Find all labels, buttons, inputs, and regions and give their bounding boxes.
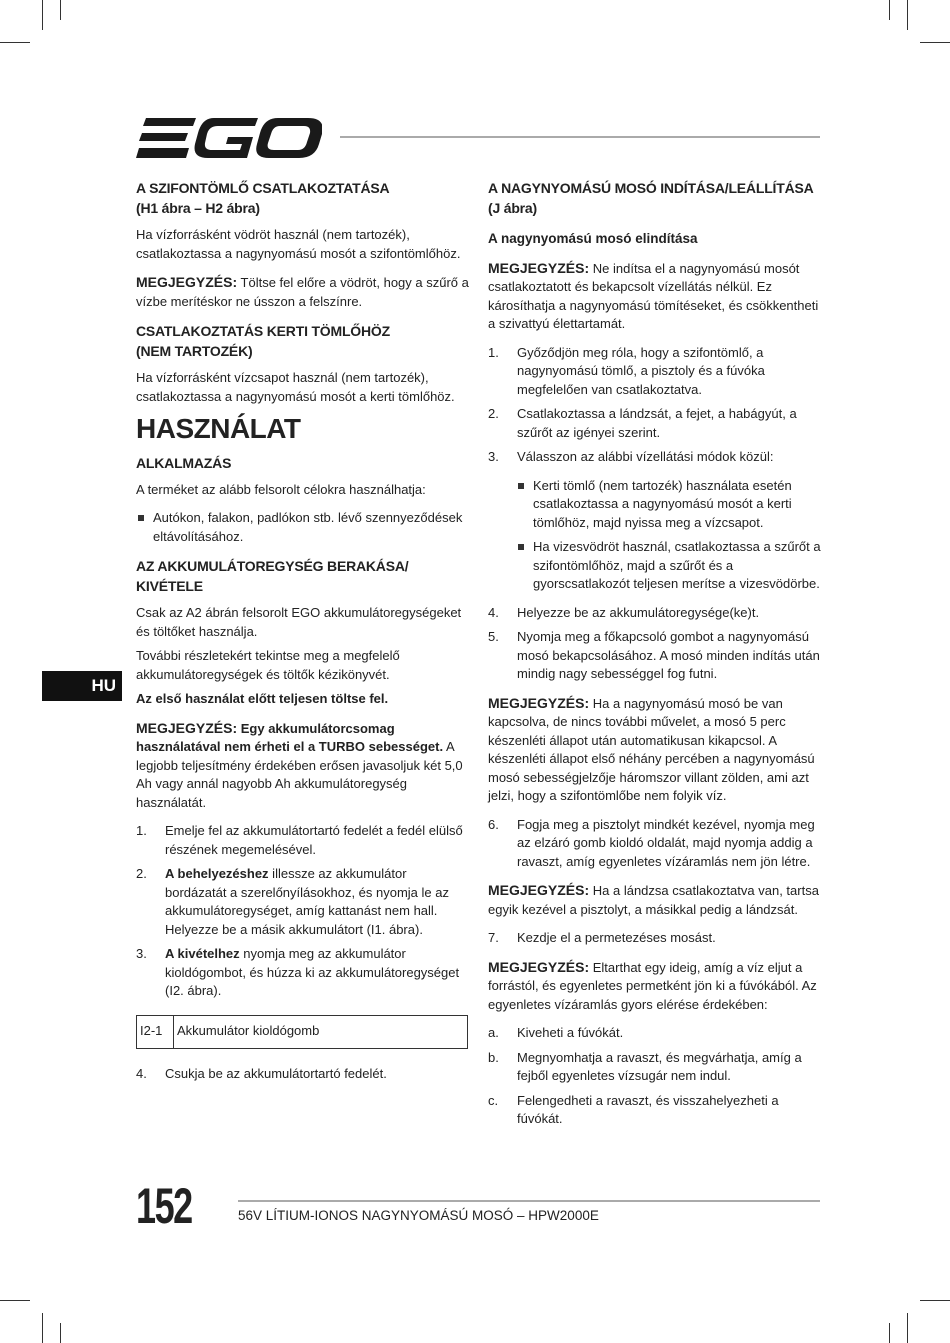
table-cell: I2-1: [137, 1015, 174, 1049]
list-item: 1. Emelje fel az akkumulátortartó fedelét a fedél elülső részének megemelésével.: [136, 823, 463, 857]
table-cell: Akkumulátor kioldógomb: [174, 1015, 468, 1049]
note: MEGJEGYZÉS: Eltarthat egy ideig, amíg a víz eljut a forrástól, és egyenletes permetként jön ki a fúvókából. Az egyenletes vízáramlás gyors elérése érdekében:: [488, 958, 817, 1012]
table-row: [137, 1015, 468, 1049]
left-column: [136, 178, 470, 1094]
note: MEGJEGYZÉS: Töltse fel előre a vödröt, hogy a szűrő a vízbe merítéskor ne ússzon a felszínre.: [136, 274, 469, 309]
bullet-list: [516, 477, 822, 594]
ego-logo: [136, 116, 322, 160]
crop-mark: [42, 0, 43, 30]
list-item: 7. Kezdje el a permetezéses mosást.: [488, 930, 716, 945]
paragraph: Ha vízforrásként vízcsapot használ (nem tartozék), csatlakoztassa a nagynyomású mosót a kerti tömlőhöz.: [136, 370, 455, 404]
section-title: A NAGYNYOMÁSÚ MOSÓ INDÍTÁSA/LEÁLLÍTÁSA (J ábra): [488, 180, 814, 216]
paragraph: Csak az A2 ábrán felsorolt EGO akkumulátoregységeket és töltőket használja.: [136, 605, 462, 639]
section-title: AZ AKKUMULÁTOREGYSÉG BERAKÁSA/ KIVÉTELE: [136, 558, 409, 594]
section-title: A SZIFONTÖMLŐ CSATLAKOZTATÁSA (H1 ábra – H2 ábra): [136, 180, 390, 216]
header-rule: [340, 136, 820, 138]
list-item: 2. A behelyezéshez illessze az akkumulátor bordázatát a szerelőnyílásokhoz, és nyomja le az akkumulátoregységet, amíg kattanást nem hall. Helyezze be a másik akkumulátort (I1. ábra).: [136, 866, 449, 937]
numbered-list: [488, 929, 822, 948]
list-item: Autókon, falakon, padlókon stb. lévő szennyeződések eltávolításához.: [136, 509, 470, 546]
page-number: 152: [136, 1178, 192, 1234]
main-title: HASZNÁLAT: [136, 413, 301, 444]
list-item: Ha vizesvödröt használ, csatlakoztassa a szűrőt a szifontömlőhöz, majd a szűrőt és a gyorscsatlakozót teljesen merítse a vizesvödörbe.: [516, 538, 822, 594]
crop-mark: [920, 1300, 950, 1301]
section-title: ALKALMAZÁS: [136, 454, 232, 471]
crop-mark: [889, 0, 890, 20]
numbered-list: [136, 822, 470, 1001]
list-item: 4. Helyezze be az akkumulátoregysége(ke)t.: [488, 604, 760, 620]
numbered-list: [136, 1065, 470, 1084]
note: MEGJEGYZÉS: Ne indítsa el a nagynyomású mosót csatlakoztatott és bekapcsolt vízellátás nélkül. Ez károsíthatja a nagynyomású tömítéseket, és csökkentheti a szivattyú élettartamát.: [488, 259, 819, 331]
paragraph: A terméket az alább felsorolt célokra használhatja:: [136, 481, 426, 497]
list-item: 4. Csukja be az akkumulátortartó fedelét.: [136, 1066, 387, 1081]
subsection-title: A nagynyomású mosó elindítása: [488, 231, 698, 246]
list-item: Kerti tömlő (nem tartozék) használata esetén csatlakoztassa a nagynyomású mosót a kerti tömlőhöz, majd nyissa meg a vízcsapot.: [516, 477, 822, 533]
language-tab: HU: [42, 671, 122, 701]
numbered-list: [488, 344, 822, 467]
numbered-list: [488, 816, 822, 872]
list-item: 1. Győződjön meg róla, hogy a szifontömlő, a nagynyomású tömlő, a pisztoly és a fúvóka megfelelően van csatlakoztatva.: [488, 344, 765, 397]
crop-mark: [920, 42, 950, 43]
crop-mark: [907, 0, 908, 30]
list-item: 6. Fogja meg a pisztolyt mindkét kezével, nyomja meg az elzáró gomb kioldó oldalát, majd nyomja addig a ravaszt, amíg egyenletes vízáramlás nem jön létre.: [488, 816, 815, 869]
paragraph: További részletekért tekintse meg a megfelelő akkumulátoregységek és töltők kézikönyvét.: [136, 648, 400, 682]
footer-text: 56V LÍTIUM-IONOS NAGYNYOMÁSÚ MOSÓ – HPW2000E: [238, 1208, 599, 1223]
note: MEGJEGYZÉS: Ha a lándzsa csatlakoztatva van, tartsa egyik kezével a pisztolyt, a másikkal pedig a lándzsát.: [488, 882, 819, 917]
numbered-list: [488, 604, 822, 684]
list-item: 3. A kivételhez nyomja meg az akkumulátor kioldógombot, és húzza ki az akkumulátoregységet (I2. ábra).: [136, 946, 460, 998]
crop-mark: [0, 42, 30, 43]
parts-table: [136, 1015, 468, 1050]
paragraph-bold: Az első használat előtt teljesen töltse fel.: [136, 691, 389, 706]
list-item: a. Kiveheti a fúvókát.: [488, 1025, 624, 1040]
list-item: 5. Nyomja meg a főkapcsoló gombot a nagynyomású mosó bekapcsolásához. A mosó minden indítás után mindig nagy sebességgel fog futni.: [488, 629, 820, 681]
bullet-list: [136, 509, 470, 546]
lettered-list: [488, 1024, 822, 1129]
crop-mark: [907, 1313, 908, 1343]
crop-mark: [0, 1300, 30, 1301]
crop-mark: [60, 0, 61, 20]
section-title: CSATLAKOZTATÁS KERTI TÖMLŐHÖZ (NEM TARTOZÉK): [136, 323, 390, 359]
crop-mark: [60, 1323, 61, 1343]
note: MEGJEGYZÉS: Egy akkumulátorcsomag használatával nem érheti el a TURBO sebességet. A legjobb teljesítmény érdekében erősen javasoljuk két 5,0 Ah vagy annál nagyobb Ah akkumulátoregység használatát.: [136, 719, 463, 810]
list-item: c. Felengedheti a ravaszt, és visszahelyezheti a fúvókát.: [488, 1092, 779, 1126]
paragraph: Ha vízforrásként vödröt használ (nem tartozék), csatlakoztassa a nagynyomású mosót a szifontömlőhöz.: [136, 227, 461, 261]
crop-mark: [42, 1313, 43, 1343]
list-item: b. Megnyomhatja a ravaszt, és megvárhatja, amíg a fejből egyenletes vízsugár nem indul.: [488, 1049, 802, 1083]
right-column: [488, 178, 822, 1139]
list-item: 3. Válasszon az alábbi vízellátási módok közül:: [488, 449, 774, 464]
note: MEGJEGYZÉS: Ha a nagynyomású mosó be van kapcsolva, de nincs további művelet, a mosó 5 perc készenléti állapot után automatikusan kikapcsol. A készenléti állapot első néhány percében a nagynyomású mosó sebességjelzője háromszor villant zölden, ami azt jelzi, hogy a szifontömlőbe nem folyik víz.: [488, 694, 815, 803]
footer-rule: [238, 1200, 820, 1202]
list-item: 2. Csatlakoztassa a lándzsát, a fejet, a habágyút, a szűrőt az igényei szerint.: [488, 406, 797, 440]
crop-mark: [889, 1323, 890, 1343]
